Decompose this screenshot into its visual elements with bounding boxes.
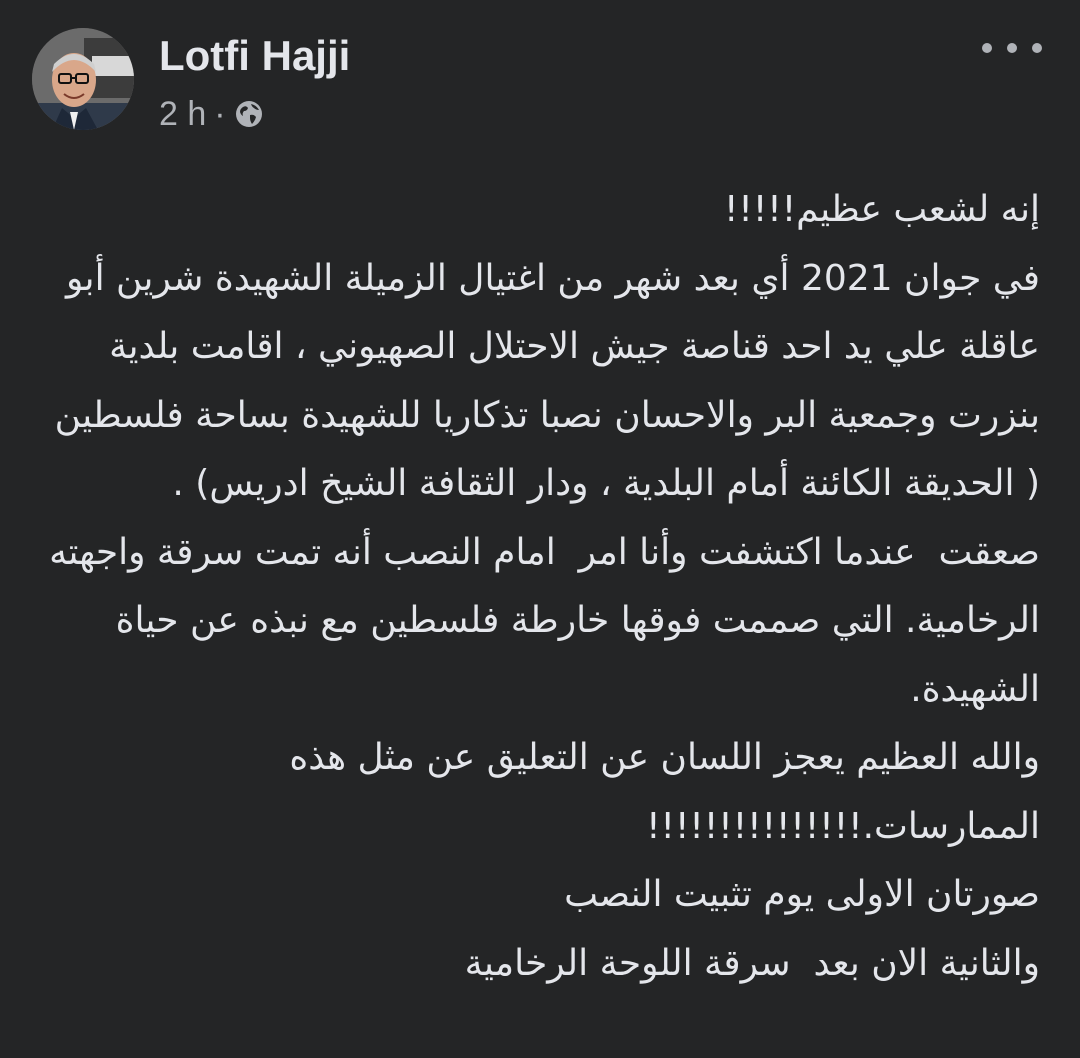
avatar-image (32, 28, 134, 130)
post-meta (159, 92, 264, 136)
more-dot (1007, 43, 1017, 53)
globe-icon[interactable] (234, 99, 264, 129)
post-header (0, 0, 1080, 150)
post-paragraph: والثانية الان بعد سرقة اللوحة الرخامية (464, 942, 1040, 984)
more-options-icon[interactable] (982, 30, 1042, 66)
more-dot (982, 43, 992, 53)
post-text (30, 176, 1040, 998)
author-name[interactable]: Lotfi Hajji (159, 32, 351, 79)
post-paragraph: والله العظيم يعجز اللسان عن التعليق عن مثل هذه الممارسات.!!!!!!!!!!!!!!! (277, 737, 1040, 847)
post-paragraph: إنه لشعب عظيم!!!!! (723, 189, 1040, 230)
avatar[interactable] (32, 28, 134, 130)
post-paragraph: في جوان 2021 أي بعد شهر من اغتيال الزميلة الشهيدة شرين أبو عاقلة علي يد احد قناصة جيش الاحتلال الصهيوني ، اقامت بلدية بنزرت وجمعية البر والاحسان نصبا تذكاريا للشهيدة بساحة فلسطين ( الحديقة الكائنة أمام البلدية ، ودار الثقافة الشيخ ادريس) . (43, 257, 1040, 504)
post-paragraph: صعقت عندما اكتشفت وأنا امر امام النصب أنه تمت سرقة واجهته الرخامية. التي صممت فوقها خارطة فلسطين مع نبذه عن حياة الشهيدة. (37, 531, 1040, 710)
post-paragraph: صورتان الاولى يوم تثبيت النصب (564, 874, 1040, 915)
more-dot (1032, 43, 1042, 53)
meta-separator: · (214, 94, 226, 133)
post-timestamp[interactable]: 2 h (159, 94, 207, 133)
